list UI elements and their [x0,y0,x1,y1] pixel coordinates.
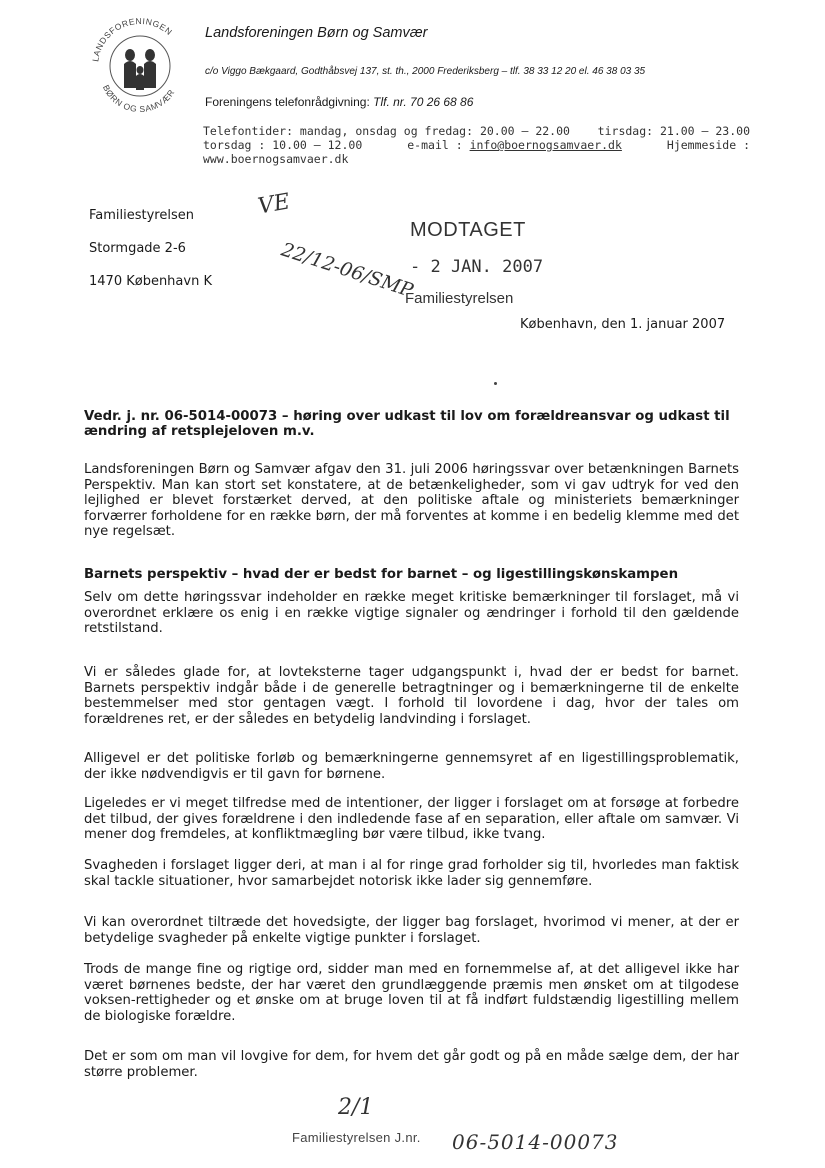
paragraph: Alligevel er det politiske forløb og bemærkningerne gennemsyret af en ligestillingsproblematik, der ikke nødvendigvis er til gavn for børnene. [84,751,739,782]
paragraph: Trods de mange fine og rigtige ord, sidder man med en fornemmelse af, at det alligevel ikke har været børnenes bedste, der har været den grundlæggende præmis men ønsket om at tilgodese voksen-rettigheder og et ønske om at bruge loven til at få indført fuldstændig ligestilling mellem de biologiske forældre. [84,962,739,1024]
phone-advice [205,95,473,109]
paragraph: Vi er således glade for, at lovteksterne tager udgangspunkt i, hvad der er bedst for barnet. Barnets perspektiv indgår både i de generelle betragtninger og i bemærkningerne til de enkelte bestemmelser med stor gentagen vægt. I forhold til lovordene i dag, hvor der tales om forældrenes ret, er der således en betydelig landvinding i forslaget. [84,665,739,727]
stamp-org: Familiestyrelsen [405,290,514,307]
handwritten-initials: VE [256,189,292,220]
email-label: e-mail : [407,138,463,152]
org-name: Landsforeningen Børn og Samvær [205,25,428,41]
org-address: c/o Viggo Bækgaard, Godthåbsvej 137, st. th., 2000 Frederiksberg – tlf. 38 33 12 20 el. 46 38 03 35 [205,66,646,77]
svg-text:LANDSFORENINGEN: LANDSFORENINGEN [90,15,175,63]
paragraph: Svagheden i forslaget ligger deri, at man i al for ringe grad forholder sig til, hvorledes man faktisk skal tackle situationer, hvor samarbejdet notorisk ikke lader sig gennemføre. [84,858,739,889]
homepage-label: Hjemmeside : [666,138,750,152]
paragraph: Det er som om man vil lovgive for dem, for hvem det går godt og på en måde sælge dem, der har større problemer. [84,1049,739,1080]
letter-date: København, den 1. januar 2007 [520,317,726,332]
stamp-date: - 2 JAN. 2007 [410,257,544,277]
handwritten-date-note: 22/12-06/SMP [278,238,416,302]
phone-advice-number: Tlf. nr. 70 26 68 86 [373,95,474,109]
email-link[interactable]: info@boernogsamvaer.dk [469,138,622,152]
phone-advice-label: Foreningens telefonrådgivning: [205,95,370,109]
handwritten-jnr: 06-5014-00073 [452,1130,619,1154]
handwritten-footer-mark: 2/1 [338,1095,374,1120]
paragraph: Vi kan overordnet tiltræde det hovedsigte, der ligger bag forslaget, hvorimod vi mener, at der er betydelige svagheder på enkelte vigtige punkter i forslaget. [84,915,739,946]
scan-speck [494,382,497,385]
paragraph-intro: Landsforeningen Børn og Samvær afgav den 31. juli 2006 høringssvar over betænkningen Barnets Perspektiv. Man kan stort set konstatere, at de betænkeligheder, som vi gav udtryk for ved den lejlighed er blevet forstærket derved, at den politiske aftale og ministeriets bemærkninger forværrer forholdene for en række børn, der må forventes at komme i en bedelig klemme med det nye regelsæt. [84,462,739,540]
subject-line: Vedr. j. nr. 06-5014-00073 – høring over udkast til lov om forældreansvar og udkast til ændring af retsplejeloven m.v. [84,409,730,439]
section-title: Barnets perspektiv – hvad der er bedst for barnet – og ligestillingskønskampen [84,567,679,582]
paragraph: Selv om dette høringssvar indeholder en række meget kritiske bemærkninger til forslaget, må vi overordnet erklære os enig i en række vigtige signaler og ændringer i forhold til den gældende retstilstand. [84,590,739,637]
hours-thursday: torsdag : 10.00 – 12.00 [203,138,363,152]
svg-text:BØRN OG SAMVÆR: BØRN OG SAMVÆR [100,83,177,115]
recipient-street: Stormgade 2-6 [89,241,186,256]
footer-stamp: Familiestyrelsen J.nr. [292,1130,421,1145]
paragraph: Ligeledes er vi meget tilfredse med de intentioner, der ligger i forslaget om at forsøge at forbedre det tilbud, der gives forældrene i den indledende fase af en separation, eller aftale om samvær. Vi mener dog fremdeles, at konfliktmægling bør være tilbud, ikke tvang. [84,796,739,843]
recipient-city: 1470 København K [89,274,212,289]
stamp-label: MODTAGET [410,219,526,241]
phone-hours [203,124,750,166]
association-logo [84,8,196,120]
homepage-link[interactable]: www.boernogsamvaer.dk [203,152,349,166]
hours-line1: Telefontider: mandag, onsdag og fredag: 20.00 – 22.00 [203,124,570,138]
hours-tuesday: tirsdag: 21.00 – 23.00 [597,124,750,138]
recipient-name: Familiestyrelsen [89,208,194,223]
